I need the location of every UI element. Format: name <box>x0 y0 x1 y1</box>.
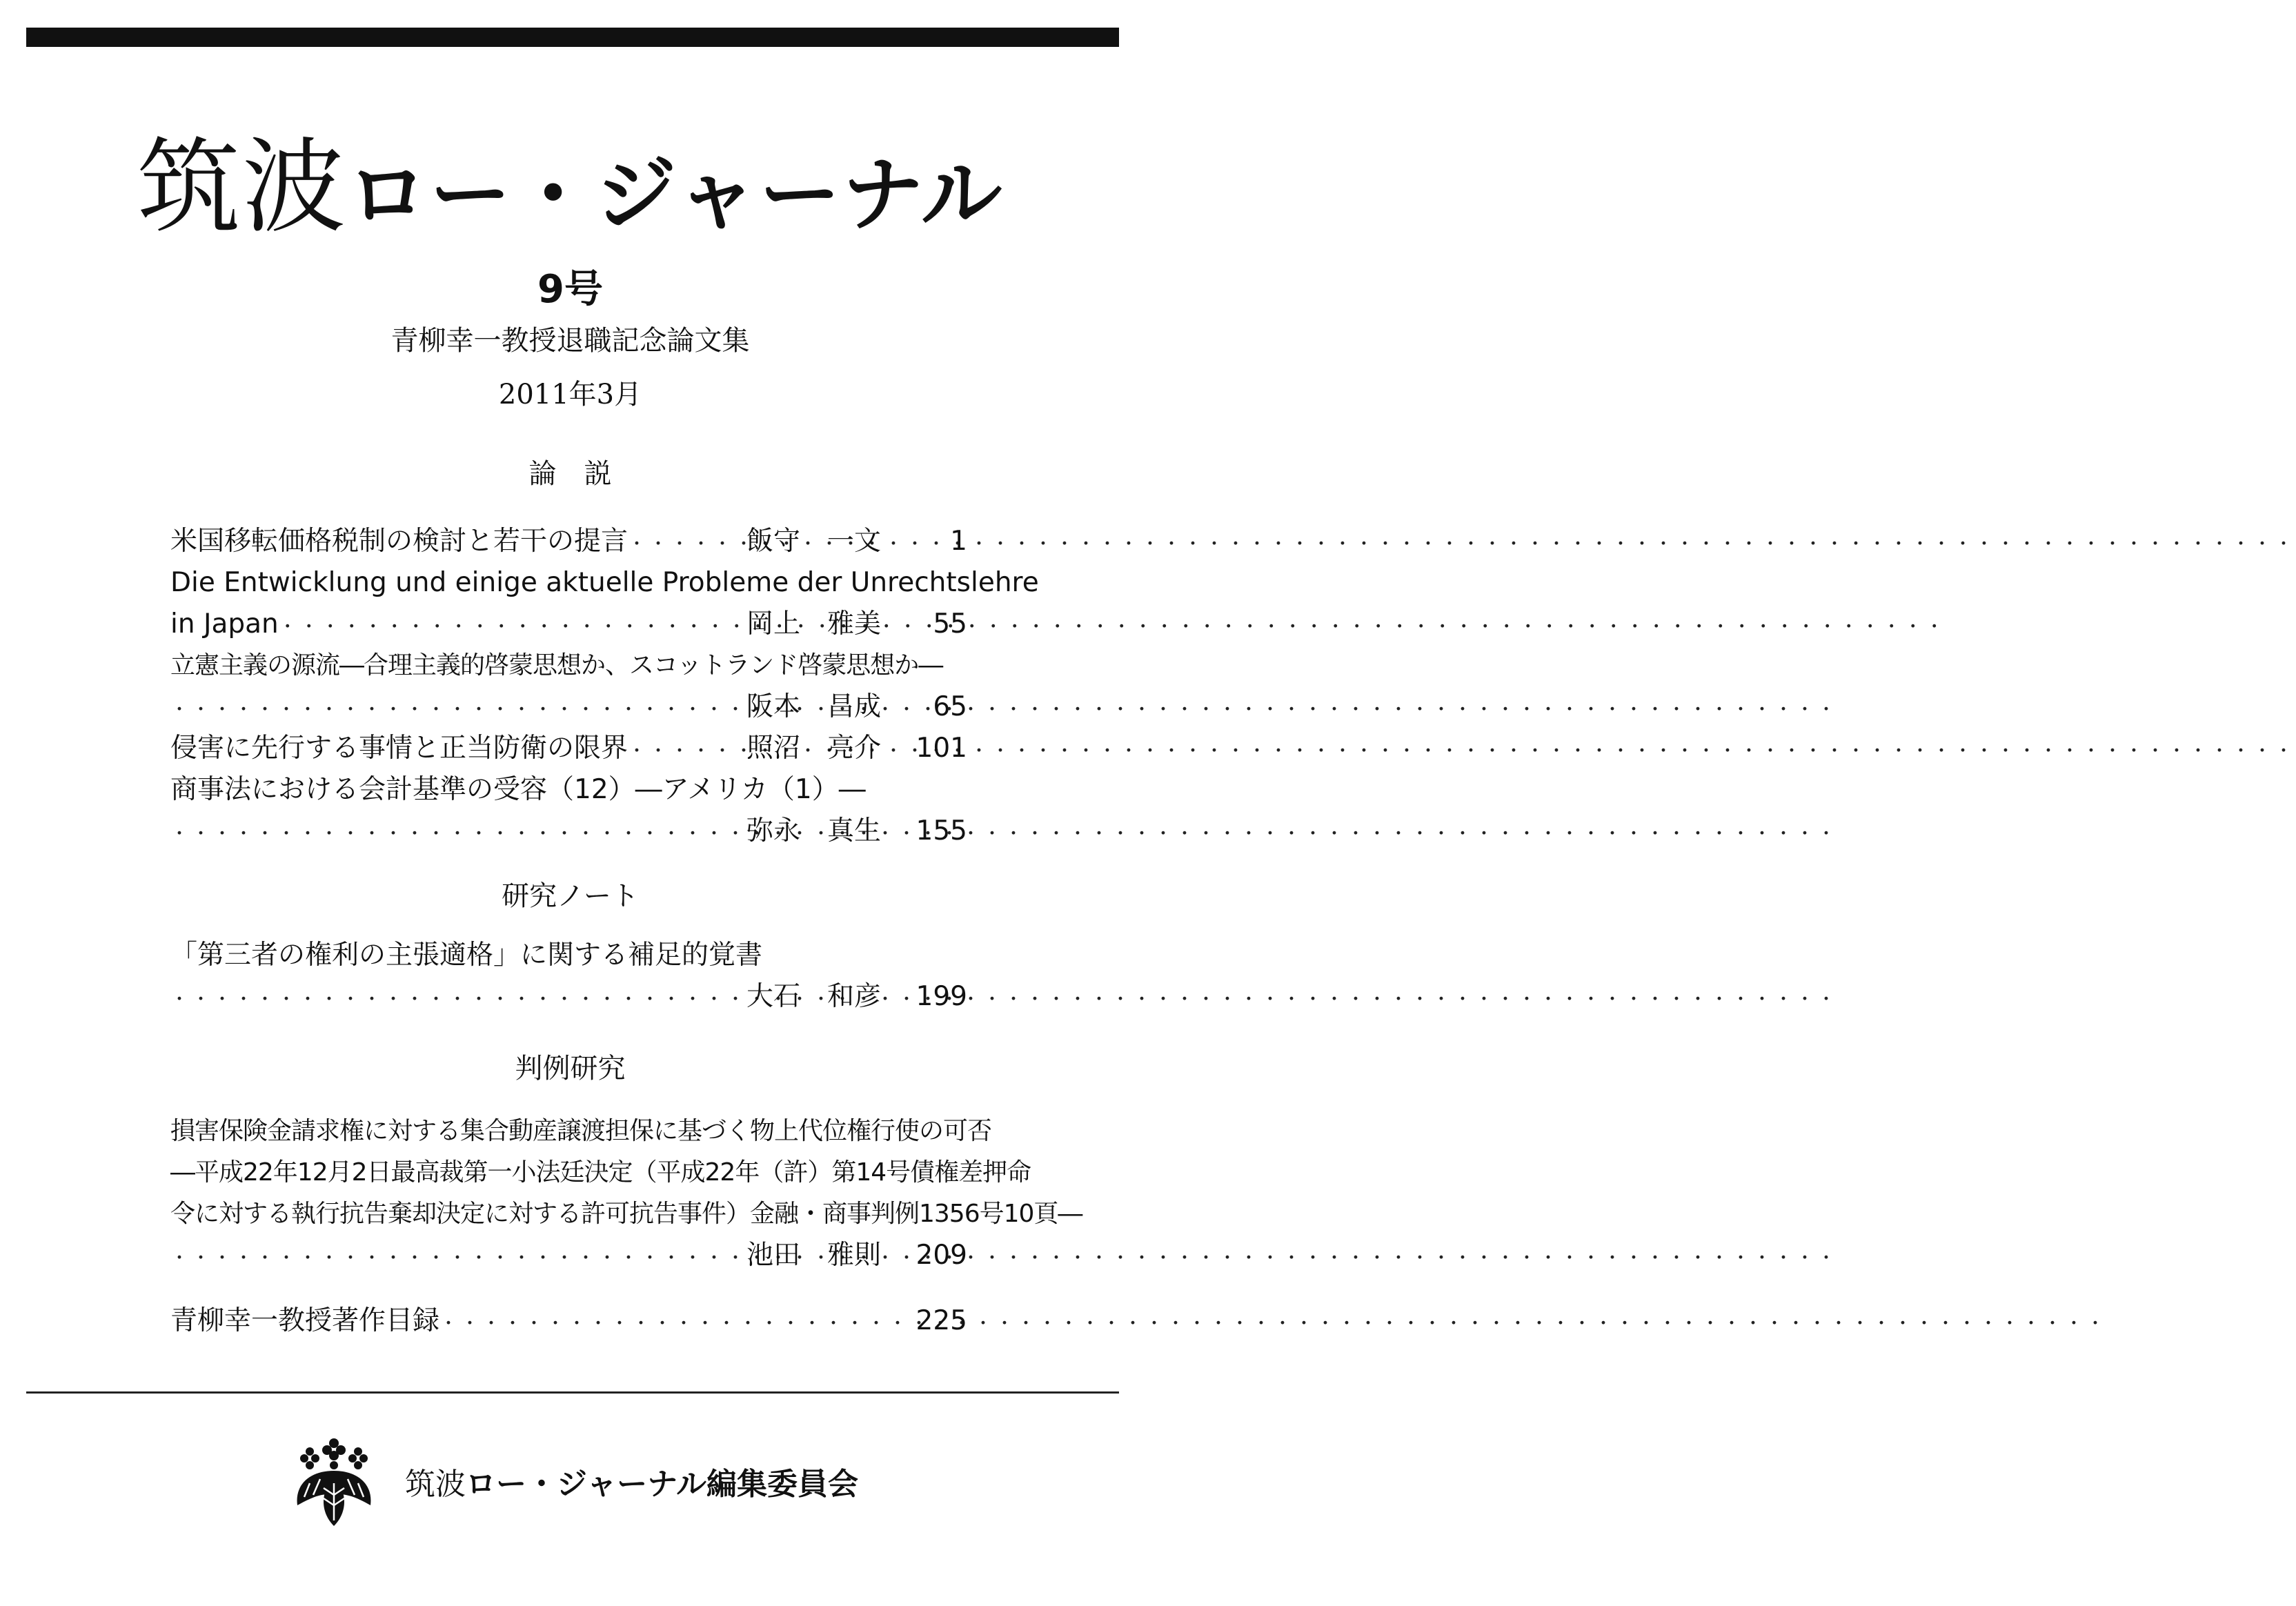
entry-author: 池田 雅則 <box>746 1240 882 1271</box>
dot-leader <box>170 813 742 855</box>
bottom-rule <box>26 1391 1119 1394</box>
publisher-name <box>405 1459 858 1503</box>
entry-page: 55 <box>933 608 967 640</box>
journal-title-kana: ロー・ジャーナル <box>346 147 1004 242</box>
publication-date: 2011年3月 <box>498 379 642 410</box>
publisher-footer <box>0 1429 1140 1533</box>
entry-page: 209 <box>916 1240 967 1271</box>
section-heading-ronsetsu: 論 説 <box>528 458 612 490</box>
section-heading-note: 研究ノート <box>502 880 639 912</box>
section-heading-case: 判例研究 <box>515 1053 626 1084</box>
top-black-bar <box>26 28 1119 47</box>
entry-title-line: 損害保険金請求権に対する集合動産譲渡担保に基づく物上代位権行使の可否 <box>170 1117 992 1145</box>
entry-title-line: ―平成22年12月2日最高裁第一小法廷決定（平成22年（許）第14号債権差押命 <box>170 1158 1031 1187</box>
entry-title: 米国移転価格税制の検討と若干の提言 <box>170 526 629 557</box>
entry-title-line: 「第三者の権利の主張適格」に関する補足的覚書 <box>170 940 763 971</box>
entry-title-line: 令に対する執行抗告棄却決定に対する許可抗告事件）金融・商事判例1356号10頁― <box>170 1200 1082 1228</box>
entry-author: 大石 和彦 <box>746 981 882 1012</box>
entry-title-line: Die Entwicklung und einige aktuelle Probleme der Unrechtslehre <box>170 567 1039 598</box>
publisher-name-kanji: 筑波 <box>405 1467 466 1502</box>
paulownia-crest-icon <box>282 1429 386 1533</box>
special-issue-subtitle: 青柳幸一教授退職記念論文集 <box>390 325 750 357</box>
entry-page: 199 <box>916 981 967 1012</box>
toc-entry[interactable] <box>170 686 967 728</box>
toc-entry[interactable] <box>170 1235 967 1276</box>
case-entries <box>170 1111 1082 1276</box>
entry-author: 阪本 昌成 <box>746 691 882 722</box>
dot-leader <box>628 524 742 565</box>
note-entries <box>170 935 967 1018</box>
entry-title: 侵害に先行する事情と正当防衛の限界 <box>170 733 629 764</box>
entry-page: 65 <box>933 691 967 722</box>
toc-entry[interactable] <box>170 604 967 645</box>
issue-number: 9号 <box>537 267 603 312</box>
ronsetsu-entries <box>170 521 1039 852</box>
dot-leader <box>439 1303 905 1345</box>
journal-title <box>0 103 1140 252</box>
entry-author: 岡上 雅美 <box>746 608 882 640</box>
toc-entry[interactable] <box>170 976 967 1018</box>
bibliography-entry <box>170 1300 967 1342</box>
entry-title-line: 商事法における会計基準の受容（12）―アメリカ（1）― <box>170 774 866 805</box>
dot-leader <box>170 979 742 1020</box>
toc-entry[interactable] <box>170 728 967 769</box>
dot-leader <box>279 606 742 648</box>
dot-leader <box>170 689 742 731</box>
entry-title: 青柳幸一教授著作目録 <box>170 1305 440 1336</box>
entry-page: 225 <box>916 1305 967 1336</box>
toc-entry[interactable] <box>170 521 967 562</box>
entry-author: 照沼 亮介 <box>746 733 882 764</box>
entry-page: 155 <box>916 815 967 846</box>
entry-author: 飯守 一文 <box>746 526 882 557</box>
entry-title-line: 立憲主義の源流―合理主義的啓蒙思想か、スコットランド啓蒙思想か― <box>170 651 943 680</box>
toc-entry[interactable] <box>170 811 967 852</box>
dot-leader <box>628 731 742 772</box>
journal-title-kanji: 筑波 <box>137 128 347 248</box>
publisher-name-rest: ロー・ジャーナル編集委員会 <box>466 1467 858 1502</box>
entry-page: 1 <box>950 526 967 557</box>
dot-leader <box>170 1238 742 1279</box>
toc-entry[interactable] <box>170 1300 967 1342</box>
entry-author: 弥永 真生 <box>746 815 882 846</box>
entry-page: 101 <box>916 733 967 764</box>
entry-title-line: in Japan <box>170 608 279 640</box>
